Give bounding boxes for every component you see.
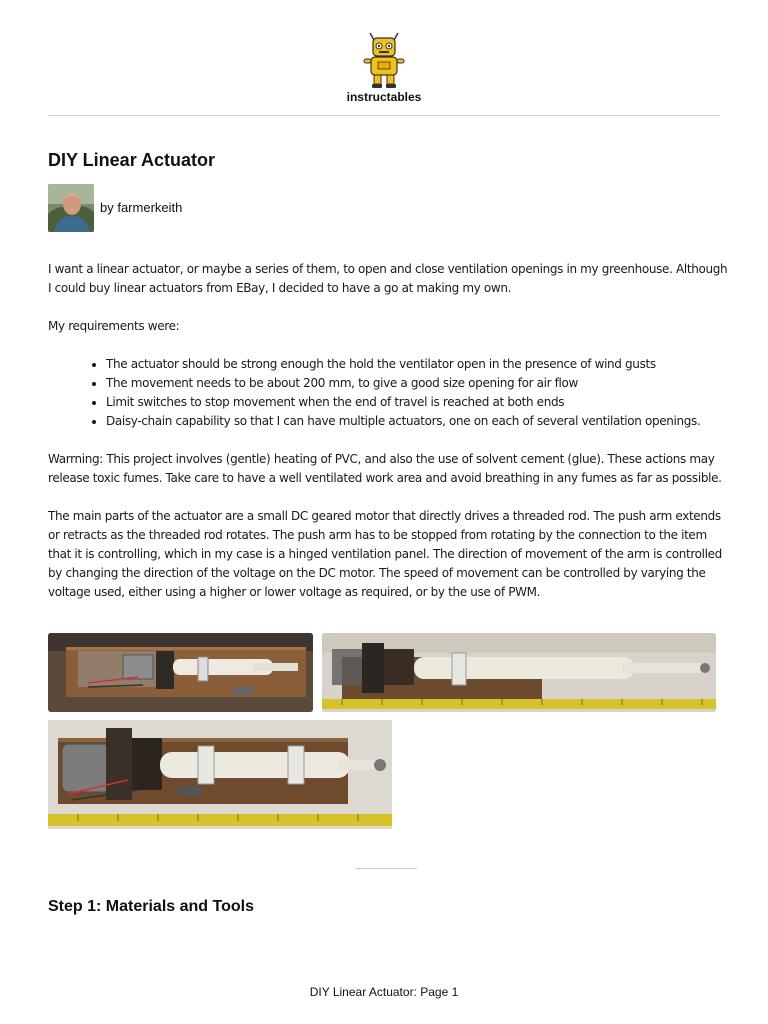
requirements-lead: My requirements were: [48, 319, 180, 333]
description-paragraph: The main parts of the actuator are a small DC geared motor that directly drives a threaded rod. The push arm extends or retracts as the threaded rod rotates. The push arm has to be stopped from rotating by the connection to the item that it is controlling, which in my case is a hinged ventilation panel. The direction of movement of the arm is controlled by changing the direction of the voltage on the DC motor. The speed of movement can be controlled by varying the voltage used, either using a higher or lower voltage as required, or by the use of PWM. [48, 509, 722, 599]
actuator-photo-2[interactable] [322, 633, 716, 712]
list-item: • The movement needs to be about 200 mm, to give a good size opening for air flow [106, 374, 728, 393]
intro-paragraph: I want a linear actuator, or maybe a series of them, to open and close ventilation openings in my greenhouse. Although I could buy linear actuators from EBay, I decided to have a go at making my own. [48, 262, 728, 295]
author-name-link[interactable]: by farmerkeith [100, 200, 183, 215]
page-footer: DIY Linear Actuator: Page 1 [309, 985, 459, 999]
list-item: • Daisy-chain capability so that I can have multiple actuators, one on each of several ventilation openings. [106, 412, 728, 431]
site-header [0, 30, 768, 104]
requirements-list [48, 355, 728, 431]
article-body [48, 260, 728, 621]
instructables-robot-logo-icon[interactable] [360, 30, 408, 90]
author-avatar[interactable] [48, 184, 94, 232]
warning-paragraph: Warrning: This project involves (gentle) heating of PVC, and also the use of solvent cement (glue). These actions may release toxic fumes. Take care to have a well ventilated work area and avoid breathing in any fumes as far as possible. [48, 452, 722, 485]
page-title: DIY Linear Actuator [48, 150, 216, 170]
list-item: • Limit switches to stop movement when the end of travel is reached at both ends [106, 393, 728, 412]
list-item: • The actuator should be strong enough the hold the ventilator open in the presence of wind gusts [106, 355, 728, 374]
step-heading: Step 1: Materials and Tools [48, 898, 254, 915]
section-divider [355, 868, 417, 869]
actuator-photo-1[interactable] [48, 633, 313, 712]
header-divider [48, 115, 720, 116]
brand-name[interactable]: instructables [346, 90, 422, 104]
actuator-photo-3[interactable] [48, 720, 392, 829]
